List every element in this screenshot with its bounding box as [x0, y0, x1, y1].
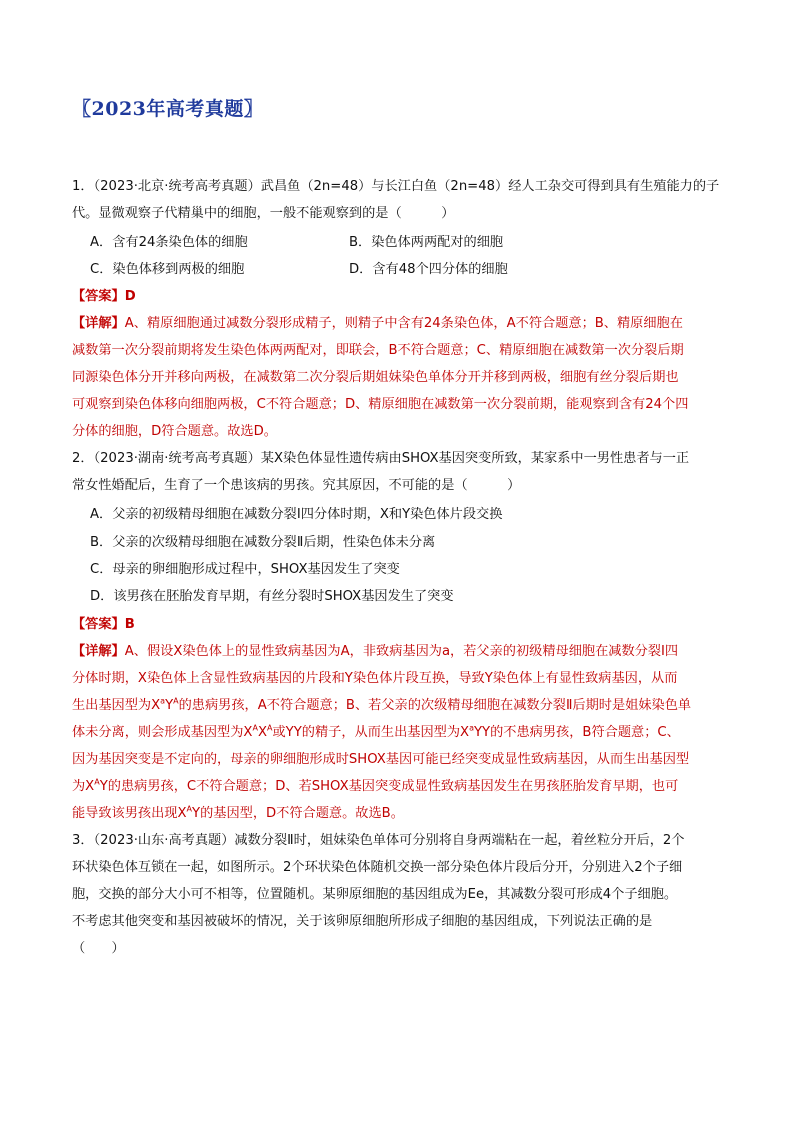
- answer-value: D: [124, 289, 136, 304]
- question-1-option-c: C．染色体移到两极的细胞: [90, 262, 245, 277]
- question-2-stem-line-1: 2．（2023·湖南·统考高考真题）某X染色体显性遗传病由SHOX基因突变所致，某家系中一男性患者与一正: [72, 451, 690, 466]
- detail-label: 【详解】: [72, 316, 125, 331]
- question-3-stem-line-3: 胞，交换的部分大小可不相等，位置随机。某卵原细胞的基因组成为Ee，其减数分裂可形成4个子细胞。: [72, 887, 678, 902]
- question-2-detail-line-4: 体未分离，则会形成基因型为$X^AX^A$或YY的精子，从而生出基因型为$X^aYY$的不患病男孩，B符合题意；C、: [72, 723, 680, 740]
- question-2-option-c: C．母亲的卵细胞形成过程中，SHOX基因发生了突变: [90, 562, 400, 577]
- question-1-detail-line-2: 减数第一次分裂前期将发生染色体两两配对，即联会，B不符合题意；C、精原细胞在减数第一次分裂后期: [72, 343, 684, 358]
- answer-label: 【答案】: [72, 289, 125, 304]
- detail-label: 【详解】: [72, 644, 125, 659]
- answer-value: B: [124, 617, 135, 632]
- question-3-stem-line-1: 3．（2023·山东·高考真题）减数分裂Ⅱ时，姐妹染色单体可分别将自身两端粘在一起，着丝粒分开后，2个: [72, 833, 685, 848]
- question-1-detail-line-1: 【详解】A、精原细胞通过减数分裂形成精子，则精子中含有24条染色体，A不符合题意；B、精原细胞在: [72, 316, 683, 331]
- question-1-option-b: B．染色体两两配对的细胞: [349, 235, 504, 250]
- question-2-detail-line-1: 【详解】A、假设X染色体上的显性致病基因为A，非致病基因为a，若父亲的初级精母细胞在减数分裂Ⅰ四: [72, 644, 679, 659]
- question-1-stem-line-2: 代。显微观察子代精巢中的细胞，一般不能观察到的是（ ）: [72, 206, 455, 221]
- question-2-answer: [72, 611, 135, 638]
- question-1-detail-line-3: 同源染色体分开并移向两极，在减数第二次分裂后期姐妹染色单体分开并移到两极，细胞有丝分裂后期也: [72, 370, 679, 385]
- question-2-detail-line-2: 分体时期，X染色体上含显性致病基因的片段和Y染色体片段互换，导致Y染色体上有显性致病基因，从而: [72, 671, 678, 686]
- question-3-stem-line-2: 环状染色体互锁在一起，如图所示。2个环状染色体随机交换一部分染色体片段后分开，分别进入2个子细: [72, 860, 683, 875]
- question-2-detail-line-6: 为$X^AY$的患病男孩，C不符合题意；D、若SHOX基因突变成显性致病基因发生在男孩胚胎发育早期，也可: [72, 777, 679, 794]
- question-2-detail-line-5: 因为基因突变是不定向的，母亲的卵细胞形成时SHOX基因可能已经突变成显性致病基因，从而生出基因型: [72, 752, 690, 767]
- section-title: 〖2023年高考真题〗: [72, 98, 264, 120]
- question-3-stem-line-5: （ ）: [72, 941, 125, 956]
- question-1-option-d: D．含有48个四分体的细胞: [349, 262, 508, 277]
- question-2-detail-line-7: 能导致该男孩出现$X^AY$的基因型，D不符合题意。故选B。: [72, 804, 404, 821]
- answer-label: 【答案】: [72, 617, 125, 632]
- question-2-option-b: B．父亲的次级精母细胞在减数分裂Ⅱ后期，性染色体未分离: [90, 535, 436, 550]
- question-1-option-a: A．含有24条染色体的细胞: [90, 235, 248, 250]
- question-2-option-d: D．该男孩在胚胎发育早期，有丝分裂时SHOX基因发生了突变: [90, 589, 454, 604]
- question-2-stem-line-2: 常女性婚配后，生育了一个患该病的男孩。究其原因，不可能的是（ ）: [72, 478, 521, 493]
- question-3-stem-line-4: 不考虑其他突变和基因被破坏的情况，关于该卵原细胞所形成子细胞的基因组成，下列说法正确的是: [72, 914, 653, 929]
- question-2-option-a: A．父亲的初级精母细胞在减数分裂Ⅰ四分体时期，X和Y染色体片段交换: [90, 507, 503, 522]
- question-1-detail-line-4: 可观察到染色体移向细胞两极，C不符合题意；D、精原细胞在减数第一次分裂前期，能观察到含有24个四: [72, 397, 689, 412]
- question-1-answer: [72, 283, 136, 310]
- question-2-detail-line-3: 生出基因型为$X^aY^A$的患病男孩，A不符合题意；B、若父亲的次级精母细胞在减数分裂Ⅱ后期时是姐妹染色单: [72, 696, 692, 713]
- question-1-stem-line-1: 1．（2023·北京·统考高考真题）武昌鱼（2n=48）与长江白鱼（2n=48）经人工杂交可得到具有生殖能力的子: [72, 179, 720, 194]
- question-1-detail-line-5: 分体的细胞，D符合题意。故选D。: [72, 424, 277, 439]
